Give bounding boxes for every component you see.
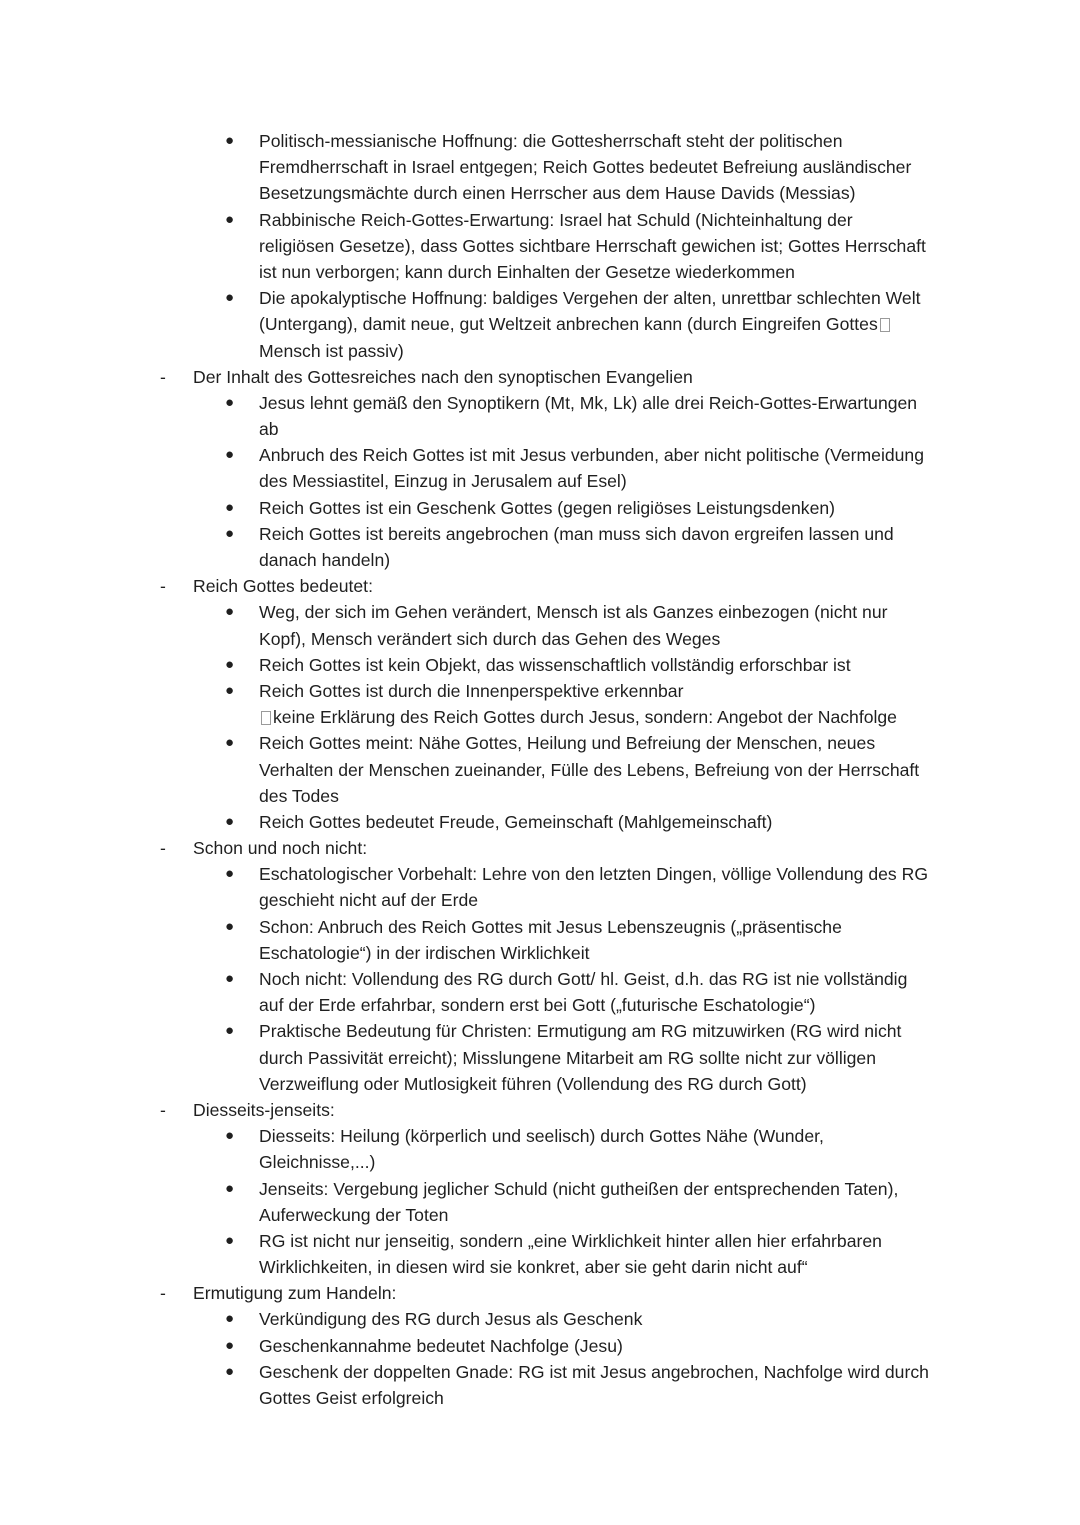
dash-marker: -	[160, 366, 166, 387]
bullet-dot: ●	[225, 1127, 235, 1145]
bullet-text-line	[259, 1176, 898, 1202]
bullet-text-line	[259, 1306, 642, 1332]
bullet-text-line	[259, 992, 815, 1018]
bullet-text-line	[259, 1045, 876, 1071]
bullet-dot: ●	[225, 210, 235, 228]
bullet-dot: ●	[225, 132, 235, 149]
bullet-text-line	[259, 468, 627, 494]
section-heading: Der Inhalt des Gottesreiches nach den synoptischen Evangelien	[193, 366, 693, 387]
bullet-text: Reich Gottes ist ein Geschenk Gottes (gegen religiöses Leistungsdenken)	[259, 497, 836, 518]
bullet-text: des Messiastitel, Einzug in Jerusalem auf Esel)	[259, 471, 627, 492]
bullet-item-continuation	[0, 233, 1080, 259]
bullet-text-line	[259, 1202, 448, 1228]
bullet-text: geschieht nicht auf der Erde	[259, 890, 479, 911]
bullet-text-line	[259, 442, 924, 468]
bullet-text: Diesseits: Heilung (körperlich und seelisch) durch Gottes Nähe (Wunder,	[259, 1126, 824, 1147]
bullet-item	[0, 966, 1080, 992]
bullet-dot: ●	[225, 1362, 235, 1380]
dash-marker: -	[160, 1283, 166, 1304]
bullet-dot: ●	[225, 1310, 235, 1328]
bullet-text: Die apokalyptische Hoffnung: baldiges Vergehen der alten, unrettbar schlechten Welt	[259, 288, 921, 309]
bullet-text-line	[259, 678, 683, 704]
bullet-item	[0, 495, 1080, 521]
bullet-dot: ●	[225, 655, 235, 673]
bullet-text: RG ist nicht nur jenseitig, sondern „eine Wirklichkeit hinter allen hier erfahrbaren	[259, 1230, 882, 1251]
bullet-text: Jesus lehnt gemäß den Synoptikern (Mt, Mk, Lk) alle drei Reich-Gottes-Erwartungen	[259, 392, 918, 413]
bullet-dot: ●	[225, 812, 235, 830]
bullet-dot: ●	[225, 734, 235, 752]
bullet-item	[0, 652, 1080, 678]
bullet-text-line	[259, 338, 404, 364]
bullet-item-continuation	[0, 1254, 1080, 1280]
bullet-text: Rabbinische Reich-Gottes-Erwartung: Israel hat Schuld (Nichteinhaltung der	[259, 209, 853, 230]
bullet-item-continuation	[0, 887, 1080, 913]
bullet-text: danach handeln)	[259, 550, 391, 570]
bullet-item	[0, 599, 1080, 625]
bullet-item-continuation	[0, 468, 1080, 494]
bullet-dot: ●	[225, 970, 235, 987]
bullet-text-line	[259, 730, 875, 756]
section-heading-line	[0, 1097, 1080, 1123]
bullet-text: Anbruch des Reich Gottes ist mit Jesus verbunden, aber nicht politische (Vermeidung	[259, 445, 924, 466]
bullet-item-continuation	[0, 547, 1080, 573]
bullet-dot: ●	[225, 865, 235, 883]
bullet-text: Gleichnisse,...)	[259, 1152, 376, 1173]
bullet-text: (Untergang), damit neue, gut Weltzeit anbrechen kann (durch Eingreifen Gottes	[259, 314, 878, 335]
section-heading: Schon und noch nicht:	[193, 838, 368, 859]
bullet-text-line	[259, 1333, 623, 1359]
bullet-text: Jenseits: Vergebung jeglicher Schuld (nicht gutheißen der entsprechenden Taten),	[259, 1178, 899, 1199]
bullet-item	[0, 730, 1080, 756]
bullet-text-line	[259, 259, 795, 285]
bullet-text-line	[259, 207, 853, 233]
bullet-item-continuation	[0, 1071, 1080, 1097]
bullet-item-continuation	[0, 992, 1080, 1018]
bullet-text-line	[259, 154, 911, 180]
bullet-item	[0, 914, 1080, 940]
bullet-item	[0, 1018, 1080, 1044]
bullet-text: Reich Gottes ist bereits angebrochen (man muss sich davon ergreifen lassen und	[259, 523, 894, 544]
bullet-text: Eschatologie“) in der irdischen Wirklichkeit	[259, 942, 590, 963]
bullet-text-line	[259, 1123, 824, 1149]
bullet-text-line	[259, 757, 919, 783]
bullet-text-line	[259, 285, 921, 311]
bullet-text-line	[259, 966, 907, 992]
bullet-item-continuation	[0, 154, 1080, 180]
bullet-text: Reich Gottes ist kein Objekt, das wissenschaftlich vollständig erforschbar ist	[259, 654, 851, 675]
bullet-text: Auferweckung der Toten	[259, 1204, 449, 1225]
bullet-text-line	[259, 547, 390, 573]
bullet-text-line	[259, 1071, 807, 1097]
bullet-text: Reich Gottes ist durch die Innenperspektive erkennbar	[259, 680, 684, 701]
bullet-item	[0, 207, 1080, 233]
section-heading: Ermutigung zum Handeln:	[193, 1283, 397, 1304]
bullet-dot: ●	[225, 446, 235, 464]
bullet-dot: ●	[225, 1022, 235, 1040]
bullet-text: ist nun verborgen; kann durch Einhalten der Gesetze wiederkommen	[259, 261, 795, 282]
bullet-dot: ●	[225, 393, 235, 411]
bullet-item-continuation	[0, 757, 1080, 783]
bullet-text-line	[259, 809, 772, 835]
bullet-dot: ●	[225, 524, 235, 542]
bullet-item-continuation	[0, 416, 1080, 442]
bullet-item-continuation	[0, 311, 1080, 337]
bullet-dot: ●	[225, 498, 235, 516]
arrow-symbol-placeholder	[880, 318, 890, 332]
bullet-dot: ●	[225, 1231, 235, 1249]
bullet-item	[0, 678, 1080, 704]
bullet-text-line	[259, 861, 928, 887]
bullet-item	[0, 1176, 1080, 1202]
bullet-text: Geschenk der doppelten Gnade: RG ist mit Jesus angebrochen, Nachfolge wird durch	[259, 1361, 929, 1382]
bullet-text: durch Passivität erreicht); Misslungene Mitarbeit am RG sollte nicht zur völligen	[259, 1047, 877, 1068]
bullet-text: Gottes Geist erfolgreich	[259, 1388, 444, 1408]
bullet-text-line	[259, 1385, 444, 1411]
bullet-item	[0, 442, 1080, 468]
bullet-item	[0, 390, 1080, 416]
bullet-text: auf der Erde erfahrbar, sondern erst bei Gott („futurische Eschatologie“)	[259, 995, 816, 1016]
section-heading: Diesseits-jenseits:	[193, 1099, 335, 1120]
bullet-text: Praktische Bedeutung für Christen: Ermutigung am RG mitzuwirken (RG wird nicht	[259, 1021, 902, 1042]
bullet-item-continuation	[0, 704, 1080, 730]
dash-marker: -	[160, 838, 166, 859]
bullet-item	[0, 1228, 1080, 1254]
bullet-text-line	[259, 704, 897, 730]
bullet-item-continuation	[0, 180, 1080, 206]
bullet-dot: ●	[225, 289, 235, 307]
bullet-text: des Todes	[259, 785, 339, 806]
section-heading-line	[0, 364, 1080, 390]
bullet-text-line	[259, 1254, 808, 1280]
bullet-text-line	[259, 1149, 375, 1175]
arrow-symbol-placeholder	[261, 711, 271, 725]
bullet-text-line	[259, 180, 856, 206]
bullet-dot: ●	[225, 1179, 235, 1197]
dash-marker: -	[160, 576, 166, 597]
bullet-text-line	[259, 914, 842, 940]
bullet-item	[0, 1359, 1080, 1385]
bullet-item-continuation	[0, 1149, 1080, 1175]
bullet-text: Noch nicht: Vollendung des RG durch Gott/ hl. Geist, d.h. das RG ist nie vollständig	[259, 969, 908, 989]
bullet-text: religiösen Gesetze), dass Gottes sichtbare Herrschaft gewichen ist; Gottes Herrschaft	[259, 235, 926, 256]
bullet-text-line	[259, 652, 851, 678]
bullet-dot: ●	[225, 681, 235, 699]
bullet-item-continuation	[0, 626, 1080, 652]
bullet-text: Verkündigung des RG durch Jesus als Geschenk	[259, 1309, 643, 1330]
section-heading-line	[0, 835, 1080, 861]
bullet-text-line	[259, 599, 887, 625]
bullet-text-line	[259, 1018, 901, 1044]
bullet-text-line	[259, 416, 279, 442]
section-heading-line	[0, 1280, 1080, 1306]
bullet-text-line	[259, 311, 892, 337]
bullet-item-continuation	[0, 1045, 1080, 1071]
bullet-text: Verhalten der Menschen zueinander, Fülle des Lebens, Befreiung von der Herrschaft	[259, 759, 920, 780]
bullet-text-line	[259, 390, 917, 416]
bullet-item-continuation	[0, 940, 1080, 966]
bullet-item	[0, 521, 1080, 547]
bullet-item-continuation	[0, 259, 1080, 285]
bullet-text-line	[259, 1228, 882, 1254]
bullet-text: keine Erklärung des Reich Gottes durch Jesus, sondern: Angebot der Nachfolge	[273, 707, 897, 728]
bullet-item	[0, 861, 1080, 887]
bullet-item-continuation	[0, 1385, 1080, 1411]
dash-marker: -	[160, 1099, 166, 1120]
bullet-text: Kopf), Mensch verändert sich durch das Gehen des Weges	[259, 628, 721, 649]
bullet-item	[0, 128, 1080, 154]
bullet-text-line	[259, 233, 926, 259]
bullet-text-line	[259, 521, 894, 547]
bullet-item-continuation	[0, 338, 1080, 364]
bullet-text: Reich Gottes meint: Nähe Gottes, Heilung und Befreiung der Menschen, neues	[259, 733, 876, 754]
bullet-text: Politisch-messianische Hoffnung: die Gottesherrschaft steht der politischen	[259, 131, 843, 151]
bullet-text-line	[259, 940, 590, 966]
bullet-item	[0, 809, 1080, 835]
bullet-text-line	[259, 1359, 929, 1385]
bullet-text: Geschenkannahme bedeutet Nachfolge (Jesu)	[259, 1335, 623, 1356]
bullet-text: ab	[259, 419, 279, 440]
section-heading-line	[0, 573, 1080, 599]
bullet-text-line	[259, 128, 843, 154]
bullet-text-line	[259, 626, 720, 652]
bullet-text: Besetzungsmächte durch einen Herrscher aus dem Hause Davids (Messias)	[259, 183, 856, 204]
notes-outline	[0, 128, 1080, 1411]
bullet-text: Schon: Anbruch des Reich Gottes mit Jesus Lebenszeugnis („präsentische	[259, 916, 842, 937]
bullet-dot: ●	[225, 917, 235, 935]
bullet-item	[0, 1123, 1080, 1149]
bullet-item	[0, 1333, 1080, 1359]
bullet-text-line	[259, 495, 835, 521]
bullet-text: Reich Gottes bedeutet Freude, Gemeinschaft (Mahlgemeinschaft)	[259, 811, 773, 832]
bullet-text: Mensch ist passiv)	[259, 340, 404, 361]
section-heading: Reich Gottes bedeutet:	[193, 576, 373, 597]
bullet-dot: ●	[225, 603, 235, 621]
bullet-item-continuation	[0, 1202, 1080, 1228]
bullet-item	[0, 1306, 1080, 1332]
bullet-text: Eschatologischer Vorbehalt: Lehre von den letzten Dingen, völlige Vollendung des RG	[259, 864, 928, 885]
bullet-text: Fremdherrschaft in Israel entgegen; Reich Gottes bedeutet Befreiung ausländischer	[259, 157, 912, 178]
bullet-text-line	[259, 783, 339, 809]
bullet-item	[0, 285, 1080, 311]
bullet-item-continuation	[0, 783, 1080, 809]
bullet-text-line	[259, 887, 478, 913]
bullet-dot: ●	[225, 1336, 235, 1354]
bullet-text: Verzweiflung oder Mutlosigkeit führen (Vollendung des RG durch Gott)	[259, 1073, 807, 1094]
bullet-text: Weg, der sich im Gehen verändert, Mensch ist als Ganzes einbezogen (nicht nur	[259, 602, 888, 623]
bullet-text: Wirklichkeiten, in diesen wird sie konkret, aber sie geht darin nicht auf“	[259, 1257, 808, 1278]
